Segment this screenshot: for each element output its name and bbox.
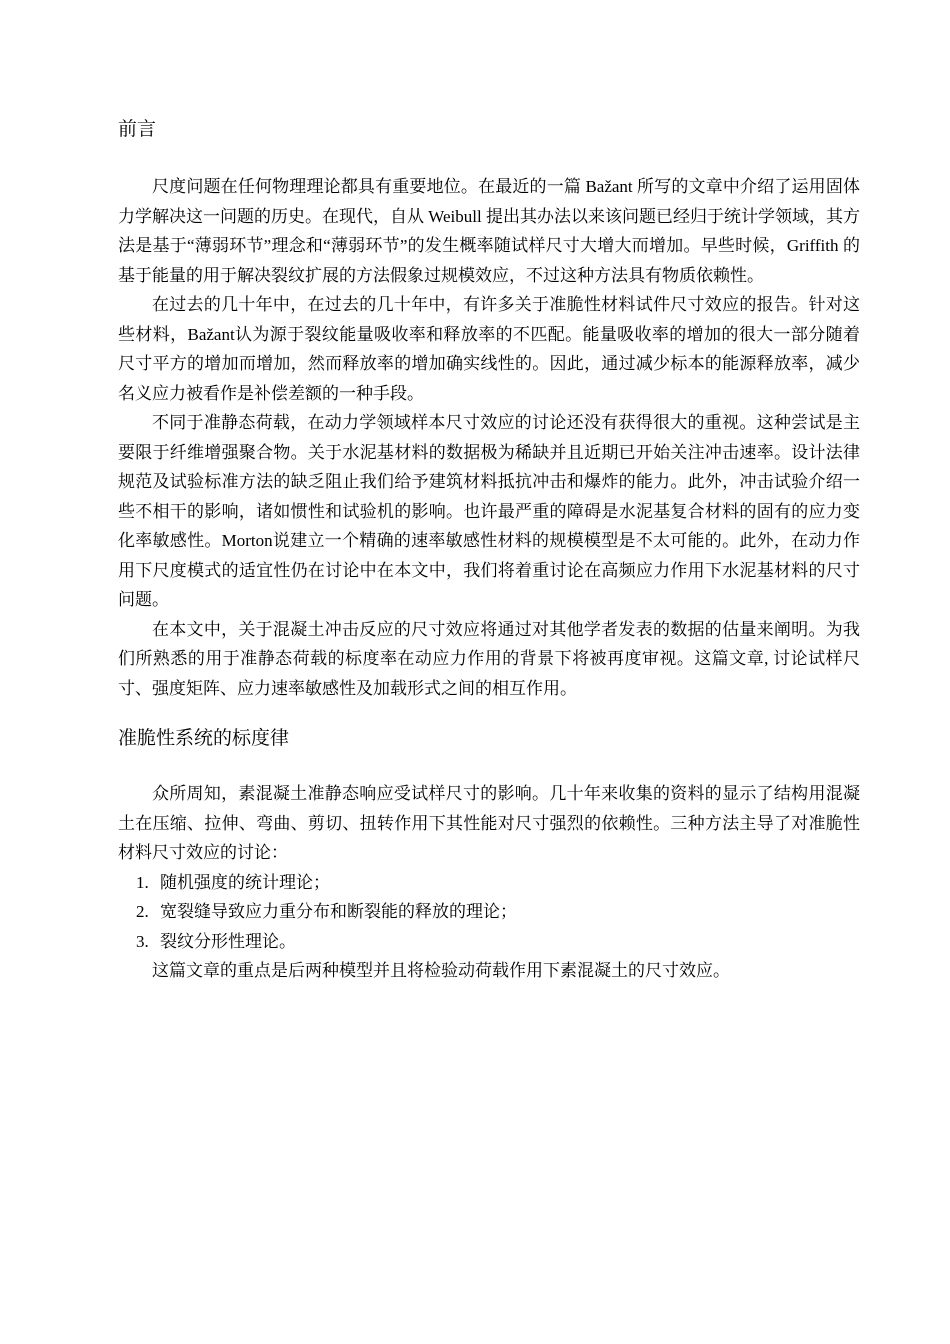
section-heading-preface: 前言 (118, 118, 157, 140)
list-item (118, 927, 860, 957)
list-item-number: 3. (136, 931, 149, 951)
preface-paragraph-1: 尺度问题在任何物理理论都具有重要地位。在最近的一篇 Bažant 所写的文章中介绍了运用固体力学解决这一问题的历史。在现代，自从 Weibull 提出其办法以来该问题已经归于统计学领域，其方法是基于“薄弱环节”理念和“薄弱环节”的发生概率随试样尺寸大增大而增加。早些时候，Griffith 的基于能量的用于解决裂纹扩展的方法假象过规模效应，不过这种方法具有物质依赖性。 (118, 177, 860, 285)
list-item (118, 868, 860, 898)
methods-list (118, 868, 860, 957)
list-item-text: 随机强度的统计理论； (160, 872, 330, 892)
scaling-law-intro: 众所周知，素混凝土准静态响应受试样尺寸的影响。几十年来收集的资料的显示了结构用混凝土在压缩、拉伸、弯曲、剪切、扭转作用下其性能对尺寸强烈的依赖性。三种方法主导了对准脆性材料尺寸效应的讨论： (118, 784, 860, 862)
list-item (118, 897, 860, 927)
preface-paragraph-2: 在过去的几十年中，在过去的几十年中，有许多关于准脆性材料试件尺寸效应的报告。针对这些材料，Bažant认为源于裂纹能量吸收率和释放率的不匹配。能量吸收率的增加的很大一部分随着尺寸平方的增加而增加，然而释放率的增加确实线性的。因此，通过减少标本的能源释放率，减少名义应力被看作是补偿差额的一种手段。 (118, 295, 860, 403)
list-item-number: 1. (136, 872, 149, 892)
list-item-text: 裂纹分形性理论。 (160, 931, 296, 951)
list-item-number: 2. (136, 902, 149, 921)
scaling-law-conclusion: 这篇文章的重点是后两种模型并且将检验动荷载作用下素混凝土的尺寸效应。 (152, 961, 730, 980)
list-item-text: 宽裂缝导致应力重分布和断裂能的释放的理论； (160, 902, 517, 921)
section-heading-scaling-law: 准脆性系统的标度律 (118, 727, 290, 749)
preface-paragraph-4: 在本文中，关于混凝土冲击反应的尺寸效应将通过对其他学者发表的数据的估量来阐明。为我们所熟悉的用于准静态荷载的标度率在动应力作用的背景下将被再度审视。这篇文章, 讨论试样尺寸、强度矩阵、应力速率敏感性及加载形式之间的相互作用。 (118, 619, 860, 698)
preface-paragraph-3: 不同于准静态荷载，在动力学领域样本尺寸效应的讨论还没有获得很大的重视。这种尝试是主要限于纤维增强聚合物。关于水泥基材料的数据极为稀缺并且近期已开始关注冲击速率。设计法律规范及试验标准方法的缺乏阻止我们给予建筑材料抵抗冲击和爆炸的能力。此外，冲击试验介绍一些不相干的影响，诸如惯性和试验机的影响。也许最严重的障碍是水泥基复合材料的固有的应力变化率敏感性。Morton说建立一个精确的速率敏感性材料的规模模型是不太可能的。此外，在动力作用下尺度模式的适宜性仍在讨论中在本文中，我们将着重讨论在高频应力作用下水泥基材料的尺寸问题。 (118, 413, 860, 609)
document-content (118, 112, 860, 986)
